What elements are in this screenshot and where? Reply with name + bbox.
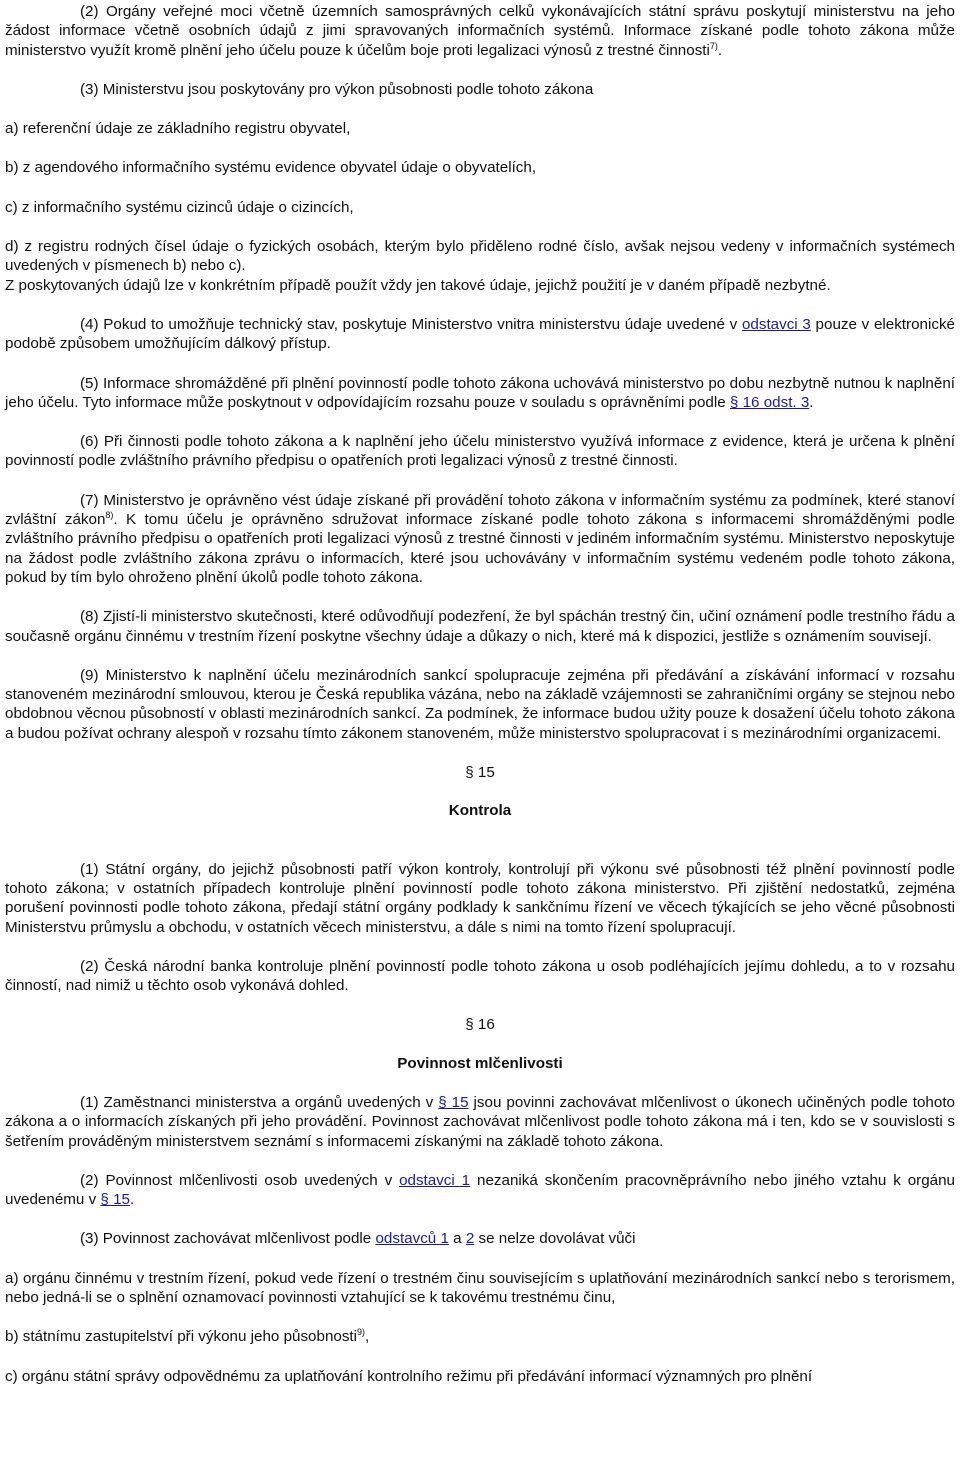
- item-3c: c) z informačního systému cizinců údaje o cizincích,: [5, 198, 354, 216]
- section-16-paragraph-1: [5, 1093, 955, 1151]
- paragraph-4-text-end: pouze v elektronické podobě způsobem umožňujícím dálkový přístup.: [5, 315, 955, 353]
- paragraph-4-text: (4) Pokud to umožňuje technický stav, poskytuje Ministerstvo vnitra ministerstvu údaje uvedené v: [80, 315, 742, 333]
- paragraph-5: [5, 374, 955, 413]
- section-16-title: Povinnost mlčenlivosti: [397, 1054, 563, 1072]
- section-15-title: Kontrola: [448, 802, 512, 820]
- link-odstavcu-1[interactable]: odstavců 1: [375, 1230, 449, 1248]
- paragraph-8: (8) Zjistí-li ministerstvo skutečnosti, které odůvodňují podezření, že byl spáchán trestný čin, učiní oznámení podle trestního řádu a současně orgánu činnému v trestním řízení poskytne všechny údaje a důkazy o nich, které má k dispozici, jestliže s oznámením souvisejí.: [5, 608, 955, 645]
- link-section-16-3[interactable]: § 16 odst. 3: [729, 393, 810, 411]
- section-16-paragraph-3: [5, 1229, 955, 1248]
- item-3b: b) z agendového informačního systému evidence obyvatel údaje o obyvatelích,: [5, 159, 537, 177]
- section-16-paragraph-3-text-end: se nelze dovolávat vůči: [474, 1230, 636, 1248]
- paragraph-5-text: (5) Informace shromážděné při plnění povinností podle tohoto zákona uchovává ministerstvo po dobu nezbytně nutnou k naplnění jeho účelu. Tyto informace může poskytnout v odpovídajícím rozsahu pouze v souladu s oprávněními podle: [5, 374, 955, 411]
- section-16-item-3b: [5, 1327, 955, 1346]
- section-15-number: § 15: [465, 764, 495, 782]
- paragraph-4: [5, 315, 955, 354]
- link-section-15-b[interactable]: § 15: [100, 1191, 130, 1209]
- section-15-paragraph-2: (2) Česká národní banka kontroluje plnění povinností podle tohoto zákona u osob podléhajících jejímu dohledu, a to v rozsahu činností, nad nimiž u těchto osob vykonává dohled.: [5, 957, 955, 995]
- section-16-paragraph-2-text-mid: nezaniká skončením pracovněprávního nebo jiného vztahu k orgánu uvedenému v: [5, 1171, 955, 1209]
- paragraph-2: [5, 2, 955, 60]
- paragraph-2-end: .: [717, 41, 723, 59]
- paragraph-3: (3) Ministerstvu jsou poskytovány pro výkon působnosti podle tohoto zákona: [80, 80, 594, 98]
- link-odstavec-2[interactable]: 2: [465, 1230, 475, 1248]
- paragraph-7-text-end: . K tomu účelu je oprávněno sdružovat informace získané podle tohoto zákona s informacemi shromážděnými podle zvláštního právního předpisu o opatřeních proti legalizaci výnosů z trestné činnosti v jediném informačním systému. Ministerstvo neposkytuje na žádost podle zvláštního zákona zprávu o informacích, které jsou uchovávány v informačním systému vedeném podle tohoto zákona, pokud by tím bylo ohroženo plnění úkolů podle tohoto zákona.: [5, 511, 955, 586]
- document-page: [5, 0, 955, 1386]
- paragraph-3-conclusion: Z poskytovaných údajů lze v konkrétním případě použít vždy jen takové údaje, jejichž použití je v daném případě nezbytné.: [5, 276, 831, 294]
- section-16-paragraph-1-text-end: jsou povinni zachovávat mlčenlivost o úkonech učiněných podle tohoto zákona a o informacích získaných při jeho provádění. Povinnost zachovávat mlčenlivost podle tohoto zákona má i ten, kdo se v souvislosti s šetřením prováděným ministerstvem seznámí s informacemi získanými na základě tohoto zákona.: [5, 1093, 955, 1150]
- section-16-paragraph-2-text: (2) Povinnost mlčenlivosti osob uvedených v: [80, 1171, 400, 1189]
- paragraph-5-end: .: [809, 393, 814, 411]
- footnote-ref-8: 8): [105, 510, 114, 521]
- paragraph-6: (6) Při činnosti podle tohoto zákona a k naplnění jeho účelu ministerstvo využívá informace z evidence, která je určena k plnění povinností podle zvláštního právního předpisu o opatřeních proti legalizaci výnosů z trestné činnosti.: [5, 433, 955, 470]
- paragraph-2-text: (2) Orgány veřejné moci včetně územních samosprávných celků vykonávajících státní správu poskytují ministerstvu na jeho žádost informace včetně osobních údajů z jimi spravovaných informačních systémů. Informace získané podle tohoto zákona může ministerstvo využít kromě plnění jeho účelu pouze k účelům boje proti legalizaci výnosů z trestné činnosti: [5, 3, 955, 59]
- section-16-item-3b-text: b) státnímu zastupitelství při výkonu jeho působnosti: [5, 1328, 358, 1346]
- section-16-paragraph-2: [5, 1171, 955, 1210]
- footnote-ref-7: 7): [709, 40, 718, 51]
- item-3d: d) z registru rodných čísel údaje o fyzických osobách, kterým bylo přiděleno rodné číslo, avšak nejsou vedeny v informačních systémech uvedených v písmenech b) nebo c).: [5, 238, 955, 275]
- section-16-paragraph-3-and: a: [448, 1230, 466, 1248]
- section-16-paragraph-3-text: (3) Povinnost zachovávat mlčenlivost podle: [80, 1230, 376, 1248]
- link-odstavci-1[interactable]: odstavci 1: [399, 1171, 471, 1189]
- footnote-ref-9: 9): [357, 1327, 366, 1338]
- section-16-item-3a: a) orgánu činnému v trestním řízení, pokud vede řízení o trestném činu souvisejícím s uplatňování mezinárodních sankcí nebo s terorismem, nebo jedná-li se o splnění oznamovací povinnosti vztahující se k takovému trestnému činu,: [5, 1269, 955, 1307]
- paragraph-7-text: (7) Ministerstvo je oprávněno vést údaje získané při provádění tohoto zákona v informačním systému za podmínek, které stanoví zvláštní zákon: [5, 491, 955, 529]
- section-16-item-3c: c) orgánu státní správy odpovědnému za uplatňování kontrolního režimu při předávání informací významných pro plnění: [5, 1367, 813, 1385]
- item-3a: a) referenční údaje ze základního registru obyvatel,: [5, 120, 351, 138]
- section-16-number: § 16: [465, 1016, 495, 1034]
- section-16-paragraph-2-end: .: [129, 1191, 135, 1209]
- section-16-item-3b-end: ,: [365, 1328, 370, 1346]
- paragraph-9: (9) Ministerstvo k naplnění účelu mezinárodních sankcí spolupracuje zejména při předávání a získávání informací v rozsahu stanoveném mezinárodní smlouvou, kterou je Česká republika vázána, nebo na základě vzájemnosti se zahraničními orgány se stejnou nebo obdobnou věcnou působností v oblasti mezinárodních sankcí. Za podmínek, že informace budou užity pouze k dosažení účelu tohoto zákona a budou požívat ochrany alespoň v rozsahu tímto zákonem stanoveném, může ministerstvo spolupracovat i s mezinárodními organizacemi.: [5, 666, 955, 742]
- section-15-paragraph-1: (1) Státní orgány, do jejichž působnosti patří výkon kontroly, kontrolují při výkonu své působnosti též plnění povinností podle tohoto zákona; v ostatních případech kontroluje plnění povinností podle tohoto zákona ministerstvo. Při zjištění nedostatků, zejména porušení povinnosti podle tohoto zákona, předají státní orgány podklady k sankčnímu řízení ve věcech týkajících se jeho věcné působnosti Ministerstvu průmyslu a obchodu, v ostatních věcech ministerstvu, a dále s nimi na tomto řízení spolupracují.: [5, 860, 955, 936]
- paragraph-7: [5, 491, 955, 587]
- section-16-paragraph-1-text: (1) Zaměstnanci ministerstva a orgánů uvedených v: [80, 1093, 439, 1111]
- link-odstavci-3[interactable]: odstavci 3: [741, 315, 811, 333]
- link-section-15[interactable]: § 15: [438, 1093, 469, 1111]
